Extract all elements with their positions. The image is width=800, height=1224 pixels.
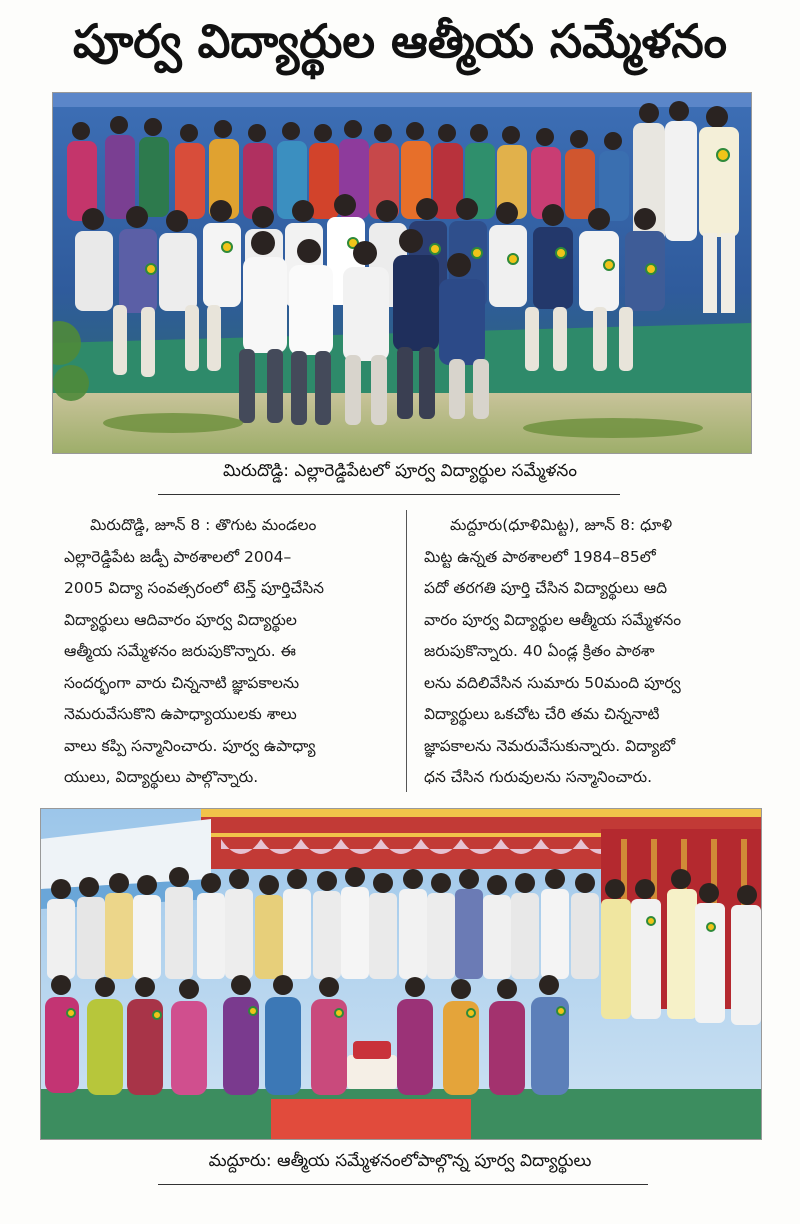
group-photo-alumni-maddur: [40, 808, 762, 1140]
article-line: విద్యార్థులు ఒకచోట చేరి తమ చిన్ననాటి: [424, 705, 660, 723]
article-line: సందర్భంగా వారు చిన్ననాటి జ్ఞాపకాలను: [64, 673, 300, 692]
article-line: మిట్ట ఉన్నత పాఠశాలలో 1984–85లో: [424, 547, 656, 566]
column-divider: [406, 510, 407, 792]
article-line: జరుపుకొన్నారు. 40 ఏండ్ల క్రితం పాఠశా: [424, 642, 655, 660]
group-photo-alumni-yellareddypet: [52, 92, 752, 454]
article-line: వాలు కప్పి సన్మానించారు. పూర్వ ఉపాధ్యా: [64, 736, 316, 755]
article-line: వారం పూర్వ విద్యార్థుల ఆత్మీయ సమ్మేళనం: [424, 610, 682, 629]
article-line: జ్ఞాపకాలను నెమరువేసుకున్నారు. విద్యాబో: [424, 736, 676, 755]
article-line: మద్దూరు(ధూళిమిట్ట), జూన్ 8: ధూళి: [450, 516, 673, 534]
article-line: లను వదిలివేసిన సుమారు 50మంది పూర్వ: [424, 673, 681, 692]
article-yellareddypet: [64, 510, 396, 794]
article-line: విద్యార్థులు ఆదివారం పూర్వ విద్యార్థుల: [64, 610, 297, 629]
article-line: యులు, విద్యార్థులు పాల్గొన్నారు.: [64, 768, 259, 786]
caption-underline-2: [158, 1184, 648, 1185]
photo2-caption: మద్దూరు: ఆత్మీయ సమ్మేళనంలోపాల్గొన్న పూర్వ విద్యార్థులు: [208, 1151, 592, 1171]
article-line: పదో తరగతి పూర్తి చేసిన విద్యార్థులు ఆది: [424, 579, 668, 597]
article-line: ఎల్లారెడ్డిపేట జడ్పీ పాఠశాలలో 2004–: [64, 547, 292, 566]
article-line: ఆత్మీయ సమ్మేళనం జరుపుకొన్నారు. ఈ: [64, 642, 296, 660]
photo1-caption: మిరుదొడ్డి: ఎల్లారెడ్డిపేటలో పూర్వ విద్యార్థుల సమ్మేళనం: [223, 461, 577, 481]
article-line: మిరుదొడ్డి, జూన్ 8 : తొగుట మండలం: [90, 516, 317, 534]
article-dhoolimitta: [424, 510, 752, 794]
article-line: ధన చేసిన గురువులను సన్మానించారు.: [424, 768, 653, 786]
article-line: నెమరువేసుకొని ఉపాధ్యాయులకు శాలు: [64, 705, 297, 723]
headline: పూర్వ విద్యార్థుల ఆత్మీయ సమ్మేళనం: [73, 14, 727, 68]
caption-underline-1: [158, 494, 620, 495]
article-line: 2005 విద్యా సంవత్సరంలో టెన్త్ పూర్తిచేసిన: [64, 579, 325, 597]
